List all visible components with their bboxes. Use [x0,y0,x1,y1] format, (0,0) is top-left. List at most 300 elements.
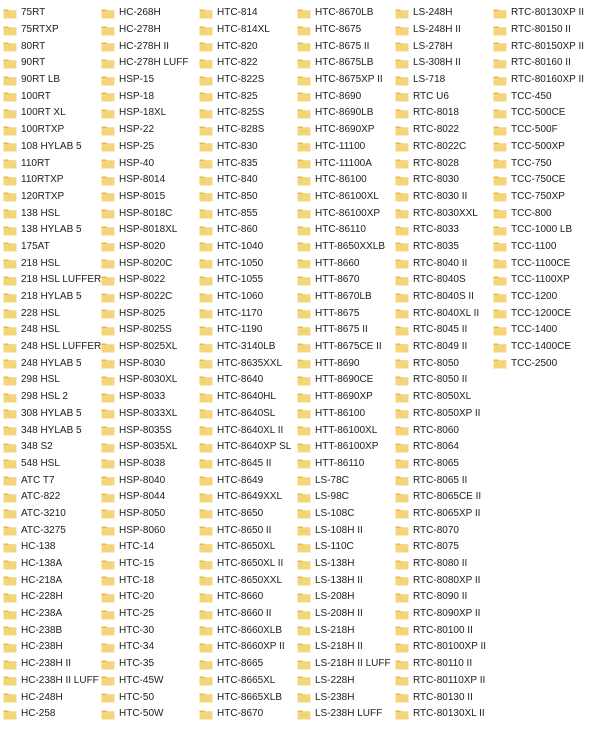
folder-label: HTC-1040 [217,240,264,252]
folder-item[interactable] [0,88,98,105]
folder-item[interactable] [294,656,392,673]
folder-label: 228 HSL [21,307,60,319]
folder-item[interactable] [490,222,600,239]
folder-item[interactable] [392,706,490,723]
folder-item[interactable] [0,673,98,690]
folder-item[interactable] [98,239,196,256]
folder-item[interactable] [196,489,294,506]
folder-item[interactable] [196,572,294,589]
folder-item[interactable] [0,272,102,289]
folder-item[interactable] [196,372,294,389]
folder-label: HTC-86100 [315,174,367,186]
folder-item[interactable] [196,706,294,723]
folder-item[interactable] [294,322,392,339]
folder-item[interactable] [294,205,392,222]
folder-item[interactable] [392,439,490,456]
folder-icon [101,592,115,603]
folder-item[interactable] [98,5,196,22]
folder-item[interactable] [98,122,196,139]
folder-label: HSP-8025S [119,324,172,336]
folder-item[interactable] [294,272,392,289]
folder-label: LS-78C [315,474,349,486]
folder-item[interactable] [0,139,98,156]
folder-item[interactable] [294,506,392,523]
folder-item[interactable] [196,189,294,206]
folder-icon [395,709,409,720]
folder-item[interactable] [196,139,294,156]
folder-item[interactable] [490,189,600,206]
folder-label: RTC-8050 II [413,374,468,386]
folder-item[interactable] [490,105,600,122]
folder-item[interactable] [0,55,98,72]
folder-item[interactable] [0,222,98,239]
folder-item[interactable] [98,589,196,606]
folder-item[interactable] [98,456,196,473]
folder-icon [199,208,213,219]
folder-item[interactable] [294,622,392,639]
folder-label: LS-138H II [315,574,363,586]
folder-item[interactable] [490,22,600,39]
folder-item[interactable] [0,456,98,473]
folder-label: HTC-11100A [315,157,372,169]
folder-label: LS-218H II LUFF [315,658,391,670]
folder-item[interactable] [294,189,392,206]
folder-icon [3,158,17,169]
folder-label: RTC-8018 [413,107,459,119]
folder-item[interactable] [196,122,294,139]
folder-item[interactable] [490,88,600,105]
folder-label: 108 HYLAB 5 [21,140,82,152]
folder-item[interactable] [0,155,98,172]
folder-item[interactable] [196,339,294,356]
folder-item[interactable] [294,88,392,105]
folder-item[interactable] [392,489,490,506]
folder-item[interactable] [98,289,196,306]
folder-item[interactable] [392,322,490,339]
folder-label: ATC-3275 [21,524,66,536]
folder-item[interactable] [196,355,294,372]
folder-item[interactable] [98,305,196,322]
folder-item[interactable] [196,522,294,539]
folder-icon [395,692,409,703]
folder-item[interactable] [196,556,294,573]
folder-item[interactable] [392,205,490,222]
folder-item[interactable] [98,539,196,556]
folder-item[interactable] [294,706,392,723]
folder-item[interactable] [196,155,294,172]
folder-label: LS-108C [315,507,355,519]
folder-item[interactable] [294,389,392,406]
folder-item[interactable] [392,389,490,406]
folder-item[interactable] [294,339,392,356]
folder-item[interactable] [0,205,98,222]
folder-item[interactable] [196,472,294,489]
folder-item[interactable] [98,506,196,523]
folder-item[interactable] [98,606,196,623]
folder-item[interactable] [0,189,98,206]
folder-item[interactable] [294,172,392,189]
folder-item[interactable] [0,105,98,122]
folder-item[interactable] [98,689,196,706]
folder-item[interactable] [294,222,392,239]
folder-item[interactable] [294,122,392,139]
folder-label: RTC-80150XP II [511,40,585,52]
folder-item[interactable] [392,22,490,39]
folder-item[interactable] [98,272,196,289]
folder-item[interactable] [294,572,392,589]
folder-item[interactable] [196,38,294,55]
folder-item[interactable] [392,589,490,606]
folder-item[interactable] [98,556,196,573]
folder-label: 175AT [21,240,50,252]
folder-item[interactable] [0,706,98,723]
folder-item[interactable] [392,355,490,372]
folder-label: HTC-8665XLB [217,691,283,703]
folder-item[interactable] [0,689,98,706]
folder-item[interactable] [0,572,98,589]
folder-item[interactable] [0,639,98,656]
folder-item[interactable] [392,556,490,573]
folder-item[interactable] [98,389,196,406]
folder-icon [297,492,311,503]
folder-item[interactable] [0,522,98,539]
folder-item[interactable] [98,622,196,639]
folder-item[interactable] [0,556,98,573]
folder-item[interactable] [196,305,294,322]
folder-item[interactable] [294,589,392,606]
folder-item[interactable] [0,289,98,306]
folder-item[interactable] [0,72,98,89]
folder-item[interactable] [0,472,98,489]
folder-item[interactable] [392,372,490,389]
folder-item[interactable] [294,22,392,39]
folder-item[interactable] [392,155,490,172]
folder-item[interactable] [294,239,392,256]
folder-item[interactable] [98,155,196,172]
folder-icon [297,25,311,36]
folder-item[interactable] [490,355,600,372]
folder-icon [101,292,115,303]
folder-item[interactable] [490,55,600,72]
folder-icon [297,325,311,336]
folder-item[interactable] [392,272,490,289]
folder-item[interactable] [490,322,600,339]
folder-item[interactable] [196,673,294,690]
folder-item[interactable] [490,122,600,139]
folder-label: TCC-800 [511,207,552,219]
folder-item[interactable] [392,572,490,589]
folder-item[interactable] [0,38,98,55]
folder-icon [395,308,409,319]
folder-label: HTC-8649 [217,474,264,486]
folder-item[interactable] [98,422,196,439]
folder-item[interactable] [196,506,294,523]
folder-icon [101,709,115,720]
folder-item[interactable] [0,322,98,339]
folder-icon [395,642,409,653]
folder-item[interactable] [294,422,392,439]
folder-item[interactable] [0,506,98,523]
folder-item[interactable] [196,255,294,272]
folder-item[interactable] [392,622,490,639]
folder-item[interactable] [98,489,196,506]
folder-item[interactable] [392,689,490,706]
folder-item[interactable] [294,55,392,72]
folder-item[interactable] [196,389,294,406]
folder-label: RTC-80130XL II [413,708,485,720]
folder-item[interactable] [196,639,294,656]
folder-item[interactable] [294,372,392,389]
folder-item[interactable] [98,639,196,656]
folder-item[interactable] [294,439,392,456]
folder-label: LS-238H [315,691,355,703]
folder-item[interactable] [490,205,600,222]
folder-label: RTC-80100XP II [413,641,487,653]
folder-item[interactable] [490,255,600,272]
folder-item[interactable] [98,339,196,356]
folder-item[interactable] [0,589,98,606]
folder-label: HTC-8645 II [217,457,272,469]
folder-item[interactable] [294,139,392,156]
folder-item[interactable] [0,22,98,39]
folder-item[interactable] [98,355,196,372]
folder-item[interactable] [294,289,392,306]
folder-item[interactable] [196,622,294,639]
folder-item[interactable] [196,589,294,606]
folder-item[interactable] [196,439,294,456]
folder-item[interactable] [98,522,196,539]
folder-item[interactable] [294,5,392,22]
folder-item[interactable] [0,339,102,356]
folder-item[interactable] [294,105,392,122]
folder-item[interactable] [392,522,490,539]
folder-icon [493,91,507,102]
folder-item[interactable] [0,372,98,389]
folder-item[interactable] [196,239,294,256]
folder-item[interactable] [294,539,392,556]
folder-item[interactable] [0,489,98,506]
folder-label: ATC-822 [21,491,61,503]
folder-item[interactable] [0,439,98,456]
folder-item[interactable] [196,422,294,439]
folder-label: HTC-855 [217,207,258,219]
folder-item[interactable] [196,88,294,105]
folder-item[interactable] [392,456,490,473]
folder-label: TCC-1400 [511,324,558,336]
folder-item[interactable] [294,355,392,372]
folder-item[interactable] [392,472,490,489]
folder-label: HTC-860 [217,224,258,236]
folder-item[interactable] [294,472,392,489]
folder-item[interactable] [0,656,98,673]
folder-item[interactable] [490,5,600,22]
folder-item[interactable] [196,205,294,222]
folder-label: HTC-50W [119,708,164,720]
folder-label: HC-278H II [119,40,170,52]
folder-item[interactable] [294,606,392,623]
folder-item[interactable] [98,189,196,206]
folder-item[interactable] [392,673,490,690]
folder-item[interactable] [392,305,490,322]
folder-item[interactable] [392,539,490,556]
folder-item[interactable] [392,506,490,523]
folder-item[interactable] [392,72,490,89]
folder-item[interactable] [392,88,490,105]
folder-item[interactable] [392,289,490,306]
folder-item[interactable] [392,55,490,72]
folder-icon [199,392,213,403]
folder-item[interactable] [98,22,196,39]
folder-item[interactable] [98,205,196,222]
folder-icon [395,609,409,620]
folder-item[interactable] [196,322,294,339]
folder-item[interactable] [98,72,196,89]
folder-item[interactable] [0,406,98,423]
folder-item[interactable] [0,172,98,189]
folder-icon [297,375,311,386]
folder-item[interactable] [294,255,392,272]
folder-item[interactable] [196,656,294,673]
folder-item[interactable] [0,606,98,623]
folder-item[interactable] [294,456,392,473]
folder-item[interactable] [0,539,98,556]
folder-item[interactable] [196,172,294,189]
folder-item[interactable] [392,639,490,656]
folder-icon [199,475,213,486]
folder-icon [297,542,311,553]
folder-item[interactable] [392,222,490,239]
folder-item[interactable] [98,472,196,489]
folder-icon [395,542,409,553]
folder-item[interactable] [294,406,392,423]
folder-item[interactable] [490,289,600,306]
folder-item[interactable] [98,572,196,589]
folder-label: HC-238A [21,608,63,620]
folder-item[interactable] [490,172,600,189]
folder-item[interactable] [392,339,490,356]
folder-item[interactable] [196,606,294,623]
folder-item[interactable] [196,72,294,89]
folder-icon [297,58,311,69]
folder-icon [199,575,213,586]
folder-item[interactable] [392,5,490,22]
folder-item[interactable] [0,305,98,322]
folder-item[interactable] [0,355,98,372]
folder-item[interactable] [490,305,600,322]
folder-item[interactable] [98,656,196,673]
folder-icon [199,709,213,720]
folder-item[interactable] [392,406,490,423]
folder-label: HTC-8640HL [217,391,276,403]
folder-item[interactable] [98,406,196,423]
folder-item[interactable] [98,38,196,55]
folder-item[interactable] [98,439,196,456]
folder-icon [395,492,409,503]
folder-column [392,5,490,731]
folder-icon [199,692,213,703]
folder-item[interactable] [392,656,490,673]
folder-item[interactable] [0,5,98,22]
folder-item[interactable] [490,139,600,156]
folder-item[interactable] [0,122,98,139]
folder-item[interactable] [392,38,490,55]
folder-item[interactable] [98,706,196,723]
folder-item[interactable] [98,105,196,122]
folder-item[interactable] [0,622,98,639]
folder-item[interactable] [294,673,392,690]
folder-item[interactable] [196,5,294,22]
folder-item[interactable] [98,372,196,389]
folder-item[interactable] [490,155,600,172]
folder-label: HC-258 [21,708,56,720]
folder-item[interactable] [98,55,196,72]
folder-item[interactable] [98,88,196,105]
folder-item[interactable] [490,339,600,356]
folder-item[interactable] [98,322,196,339]
folder-item[interactable] [98,673,196,690]
folder-item[interactable] [392,255,490,272]
folder-item[interactable] [392,189,490,206]
folder-item[interactable] [294,639,392,656]
folder-item[interactable] [392,422,490,439]
folder-item[interactable] [0,239,98,256]
folder-label: ATC T7 [21,474,55,486]
folder-item[interactable] [490,272,600,289]
folder-item[interactable] [392,606,490,623]
folder-icon [3,425,17,436]
folder-item[interactable] [490,38,600,55]
folder-item[interactable] [98,255,196,272]
folder-item[interactable] [196,289,294,306]
folder-item[interactable] [294,305,392,322]
folder-item[interactable] [196,22,294,39]
folder-item[interactable] [294,38,392,55]
folder-item[interactable] [196,105,294,122]
folder-item[interactable] [98,139,196,156]
folder-item[interactable] [392,172,490,189]
folder-item[interactable] [294,489,392,506]
folder-item[interactable] [294,522,392,539]
folder-item[interactable] [392,239,490,256]
folder-icon [3,308,17,319]
folder-item[interactable] [0,255,98,272]
folder-item[interactable] [98,172,196,189]
folder-item[interactable] [196,55,294,72]
folder-item[interactable] [196,272,294,289]
folder-item[interactable] [196,222,294,239]
folder-item[interactable] [490,239,600,256]
folder-item[interactable] [392,105,490,122]
folder-item[interactable] [490,72,600,89]
folder-item[interactable] [196,456,294,473]
folder-item[interactable] [294,155,392,172]
folder-icon [199,258,213,269]
folder-item[interactable] [392,139,490,156]
folder-item[interactable] [196,689,294,706]
folder-icon [3,475,17,486]
folder-item[interactable] [196,539,294,556]
folder-icon [493,158,507,169]
folder-item[interactable] [294,689,392,706]
folder-item[interactable] [98,222,196,239]
folder-item[interactable] [294,556,392,573]
folder-item[interactable] [294,72,392,89]
folder-label: RTC-8030XXL [413,207,478,219]
folder-item[interactable] [392,122,490,139]
folder-item[interactable] [0,422,98,439]
folder-item[interactable] [0,389,98,406]
folder-item[interactable] [196,406,294,423]
